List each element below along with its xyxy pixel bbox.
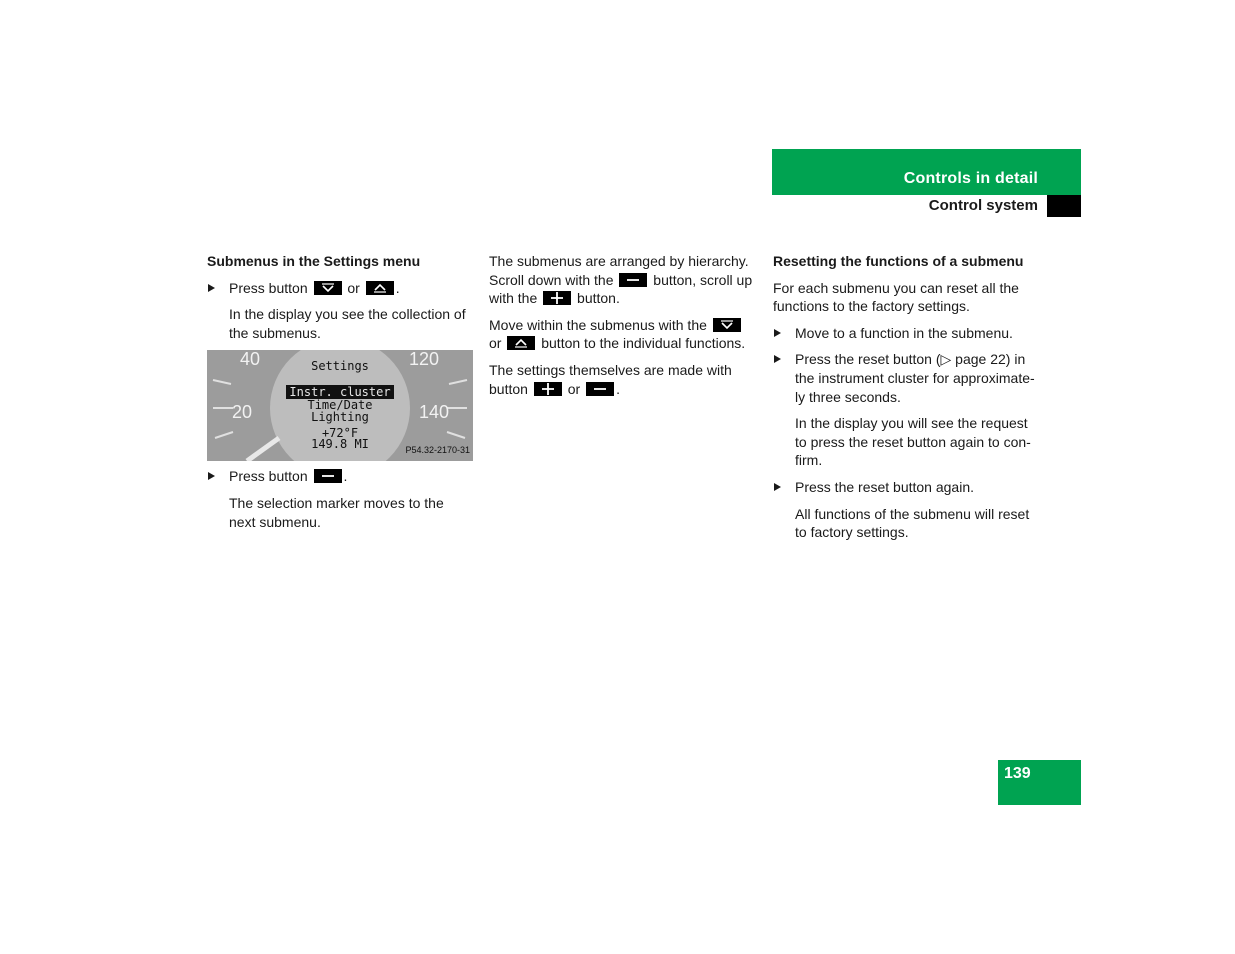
subsection-title: Control system (928, 197, 1038, 214)
lcd-odometer: 149.8 MI (311, 437, 369, 452)
page-number-box (998, 760, 1081, 805)
paragraph-settings-made: The settings themselves are made with button or . (489, 361, 732, 397)
dial-label-120: 120 (409, 350, 440, 370)
chevron-up-button-icon (366, 281, 394, 295)
bullet-icon (774, 355, 781, 363)
paragraph-move-within: Move within the submenus with the or button to the individual functions. (489, 316, 746, 352)
minus-button-icon (314, 469, 342, 483)
plus-button-icon (534, 382, 562, 396)
plus-button-icon (543, 291, 571, 305)
step-press-reset-again: Press the reset button again. (773, 478, 1041, 497)
step-result: In the display you will see the request to press the reset button again to con-firm. (795, 415, 1031, 469)
lcd-item-lighting: Lighting (311, 410, 369, 425)
step-move-to-function: Move to a function in the submenu. (773, 324, 1041, 343)
bullet-icon (774, 483, 781, 491)
lcd-item-time-date: Time/Date (307, 398, 373, 413)
column-middle (489, 252, 757, 406)
chevron-down-button-icon (314, 281, 342, 295)
chevron-up-button-icon (507, 336, 535, 350)
bullet-icon (208, 472, 215, 480)
dial-label-20: 20 (232, 402, 253, 423)
paragraph-hierarchy: The submenus are arranged by hierarchy. Scroll down with the button, scroll up with the button. (489, 253, 753, 307)
page-number: 139 (1004, 765, 1031, 782)
chevron-down-button-icon (713, 318, 741, 332)
paragraph-intro: For each submenu you can reset all the functions to the factory settings. (773, 279, 1019, 315)
section-header (772, 149, 1081, 195)
lcd-selected-item: Instr. cluster (286, 385, 393, 399)
dial-label-140: 140 (419, 402, 450, 423)
column-left (207, 252, 473, 539)
step-result: The selection marker moves to the next submenu. (229, 494, 444, 530)
thumb-tab (1047, 195, 1081, 217)
bullet-icon (774, 329, 781, 337)
lcd-temperature: +72°F (321, 426, 359, 441)
bullet-icon (208, 284, 215, 292)
dial-label-40: 40 (240, 350, 261, 370)
display-figure (207, 350, 473, 461)
step-press-down-up: Press button or . (207, 279, 473, 298)
step-result: All functions of the submenu will reset to factory settings. (795, 505, 1030, 541)
lcd-title: Settings (311, 359, 369, 374)
minus-button-icon (619, 273, 647, 287)
figure-code: P54.32-2170-31 (405, 444, 470, 455)
section-title: Controls in detail (903, 170, 1038, 187)
step-result: In the display you see the collection of the submenus. (229, 306, 466, 341)
step-press-reset: Press the reset button (▷ page 22) in the instrument cluster for approximate-ly three seconds. (773, 350, 1041, 406)
heading-submenus: Submenus in the Settings menu (207, 253, 421, 269)
minus-button-icon (586, 382, 614, 396)
step-press-minus: Press button . (207, 467, 473, 486)
heading-resetting: Resetting the functions of a submenu (773, 253, 1024, 269)
column-right (773, 252, 1041, 550)
